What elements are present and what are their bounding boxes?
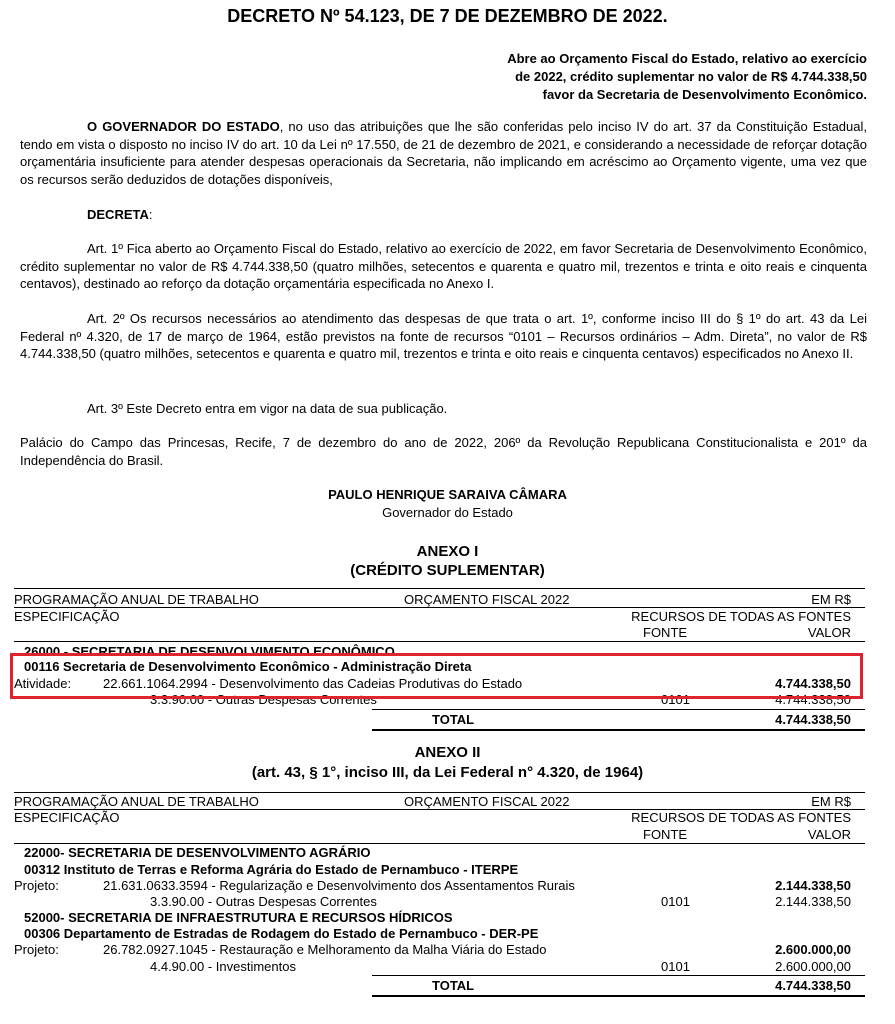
anexo2-header-rec: RECURSOS DE TODAS AS FONTES	[631, 810, 851, 825]
anexo2-header-valor: VALOR	[807, 827, 851, 842]
anexo1-subtitle: (CRÉDITO SUPLEMENTAR)	[350, 562, 545, 579]
table-rule	[372, 729, 865, 731]
preamble-governor: O GOVERNADOR DO ESTADO	[87, 119, 280, 134]
anexo2-header-orc: ORÇAMENTO FISCAL 2022	[404, 794, 570, 809]
anexo1-atividade-value: 4.744.338,50	[775, 676, 851, 691]
preamble-text: , no uso das atribuições que lhe são conferidas pelo inciso IV do art. 37 da Constituição Estadual, tendo em vista o disposto no inciso IV do art. 10 da Lei nº 17.550, de 21 de dezembro de 2021, e considerando a necessidade de reforçar dotação orçamentária insuficiente para atender despesas operacionais da Secretaria, não implicando em acréscimo ao Orçamento vigente, uma vez que os recursos serão deduzidos de dotações disponíveis,	[20, 119, 867, 187]
anexo2-despesa-fonte-2: 0101	[661, 959, 690, 974]
article-3: Art. 3º Este Decreto entra em vigor na data de sua publicação.	[87, 401, 448, 416]
anexo1-header-fonte: FONTE	[643, 625, 688, 640]
anexo2-total-value: 4.744.338,50	[775, 978, 851, 993]
anexo2-header-fonte: FONTE	[643, 827, 688, 842]
anexo1-header-orc: ORÇAMENTO FISCAL 2022	[404, 592, 570, 607]
anexo2-secretaria-1: 22000- SECRETARIA DE DESENVOLVIMENTO AGRÁRIO	[24, 845, 371, 860]
signer-name: PAULO HENRIQUE SARAIVA CÂMARA	[328, 487, 567, 502]
anexo1-despesa-fonte: 0101	[661, 692, 690, 707]
closing-paragraph: Palácio do Campo das Princesas, Recife, 7 de dezembro do ano de 2022, 206º da Revolução Republicana Constitucionalista e 201º da Independência do Brasil.	[20, 435, 867, 468]
decreta-colon: :	[148, 207, 153, 222]
anexo1-total-label: TOTAL	[432, 712, 475, 727]
anexo1-despesa-value: 4.744.338,50	[775, 692, 851, 707]
table-rule	[14, 607, 865, 608]
despesa-row-clipped	[0, 692, 895, 708]
anexo1-header-rec: RECURSOS DE TODAS AS FONTES	[631, 609, 851, 624]
anexo2-projeto-code-1: 21.631.0633.3594 - Regularização e Desenvolvimento dos Assentamentos Rurais	[103, 878, 575, 893]
anexo1-header-valor: VALOR	[807, 625, 851, 640]
table-rule	[14, 792, 865, 793]
anexo2-subtitle: (art. 43, § 1°, inciso III, da Lei Federal n° 4.320, de 1964)	[251, 764, 644, 781]
anexo2-projeto-value-1: 2.144.338,50	[775, 878, 851, 893]
table-rule	[14, 641, 865, 642]
decree-summary	[400, 50, 867, 104]
anexo2-unidade-2: 00306 Departamento de Estradas de Rodagem do Estado de Pernambuco - DER-PE	[24, 926, 539, 941]
table-rule	[372, 995, 865, 997]
article-2: Art. 2º Os recursos necessários ao atendimento das despesas de que trata o art. 1º, conforme inciso III do § 1º do art. 43 da Lei Federal nº 4.320, de 17 de março de 1964, estão previstos na fonte de recursos “0101 – Recursos ordinários – Adm. Direta”, no valor de R$ 4.744.338,50 (quatro milhões, setecentos e quarenta e quatro mil, trezentos e trinta e oito reais e cinquenta centavos) especificados no Anexo II.	[20, 311, 867, 361]
anexo2-despesa-2: 4.4.90.00 - Investimentos	[150, 959, 296, 974]
anexo2-despesa-fonte-1: 0101	[661, 894, 690, 909]
anexo1-despesa: 3.3.90.00 - Outras Despesas Correntes	[150, 692, 377, 707]
anexo2-total-label: TOTAL	[432, 978, 475, 993]
anexo2-despesa-value-2: 2.600.000,00	[775, 959, 851, 974]
anexo2-secretaria-2: 52000- SECRETARIA DE INFRAESTRUTURA E RECURSOS HÍDRICOS	[24, 910, 453, 925]
anexo1-title: ANEXO I	[416, 543, 479, 560]
anexo2-projeto-label-1: Projeto:	[14, 878, 59, 893]
summary-line: favor da Secretaria de Desenvolvimento Econômico.	[542, 87, 867, 102]
anexo2-unidade-1: 00312 Instituto de Terras e Reforma Agrária do Estado de Pernambuco - ITERPE	[24, 862, 519, 877]
anexo2-title: ANEXO II	[414, 744, 481, 761]
anexo1-header-spec: ESPECIFICAÇÃO	[14, 609, 120, 624]
anexo2-despesa-1: 3.3.90.00 - Outras Despesas Correntes	[150, 894, 377, 909]
article-1: Art. 1º Fica aberto ao Orçamento Fiscal do Estado, relativo ao exercício de 2022, em favor Secretaria de Desenvolvimento Econômico, crédito suplementar no valor de R$ 4.744.338,50 (quatro milhões, setecentos e quarenta e quatro mil, trezentos e trinta e oito reais e cinquenta centavos), destinado ao reforço da dotação orçamentária especificada no Anexo I.	[20, 241, 867, 291]
decreta-label: DECRETA	[87, 207, 149, 222]
table-rule	[372, 975, 865, 976]
highlight-box	[10, 653, 863, 699]
anexo1-secretaria: 26000 - SECRETARIA DE DESENVOLVIMENTO ECONÔMICO	[24, 644, 395, 659]
anexo1-atividade-label: Atividade:	[14, 676, 72, 691]
decree-title: DECRETO Nº 54.123, DE 7 DE DEZEMBRO DE 2022.	[227, 6, 668, 26]
anexo2-header-prog: PROGRAMAÇÃO ANUAL DE TRABALHO	[14, 794, 259, 809]
anexo2-projeto-code-2: 26.782.0927.1045 - Restauração e Melhoramento da Malha Viária do Estado	[103, 942, 547, 957]
preamble	[20, 118, 867, 188]
anexo2-projeto-value-2: 2.600.000,00	[775, 942, 851, 957]
summary-line: de 2022, crédito suplementar no valor de R$ 4.744.338,50	[515, 69, 867, 84]
table-rule	[14, 588, 865, 589]
anexo2-header-spec: ESPECIFICAÇÃO	[14, 810, 120, 825]
anexo1-atividade-code: 22.661.1064.2994 - Desenvolvimento das Cadeias Produtivas do Estado	[103, 676, 523, 691]
anexo1-header-prog: PROGRAMAÇÃO ANUAL DE TRABALHO	[14, 592, 259, 607]
anexo2-despesa-value-1: 2.144.338,50	[775, 894, 851, 909]
anexo2-header-em: EM R$	[811, 794, 851, 809]
table-rule	[372, 709, 865, 710]
anexo1-unidade: 00116 Secretaria de Desenvolvimento Econômico - Administração Direta	[24, 659, 472, 674]
anexo1-total-value: 4.744.338,50	[775, 712, 851, 727]
decreta-line	[20, 206, 867, 224]
secretaria-row-clipped	[0, 644, 895, 659]
table-rule	[14, 843, 865, 844]
anexo1-header-em: EM R$	[811, 592, 851, 607]
anexo2-projeto-label-2: Projeto:	[14, 942, 59, 957]
signer-role: Governador do Estado	[382, 505, 513, 520]
summary-line: Abre ao Orçamento Fiscal do Estado, relativo ao exercício	[507, 51, 867, 66]
